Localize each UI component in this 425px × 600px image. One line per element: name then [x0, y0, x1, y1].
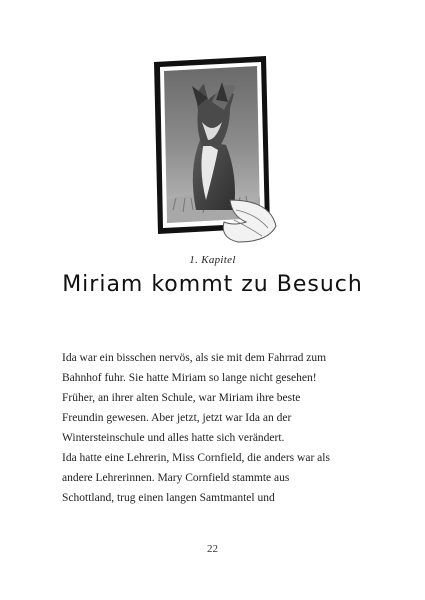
text-line: Früher, an ihrer alten Schule, war Miriam ihre beste: [62, 392, 301, 404]
page-number: 22: [207, 543, 218, 555]
chapter-body-text: [62, 348, 382, 508]
fox-illustration: [138, 50, 288, 245]
text-line: Ida war ein bisschen nervös, als sie mit dem Fahrrad zum: [62, 352, 327, 364]
chapter-label: 1. Kapitel: [189, 254, 236, 266]
text-line: Ida hatte eine Lehrerin, Miss Cornfield, die anders war als: [62, 452, 330, 464]
text-line: Bahnhof fuhr. Sie hatte Miriam so lange nicht gesehen!: [62, 372, 317, 384]
chapter-title: Miriam kommt zu Besuch: [62, 272, 363, 297]
text-line: andere Lehrerinnen. Mary Cornfield stammte aus: [62, 472, 290, 484]
text-line: Schottland, trug einen langen Samtmantel und: [62, 492, 275, 504]
text-line: Freundin gewesen. Aber jetzt, jetzt war Ida an der: [62, 412, 292, 424]
text-line: Wintersteinschule und alles hatte sich verändert.: [62, 432, 285, 444]
